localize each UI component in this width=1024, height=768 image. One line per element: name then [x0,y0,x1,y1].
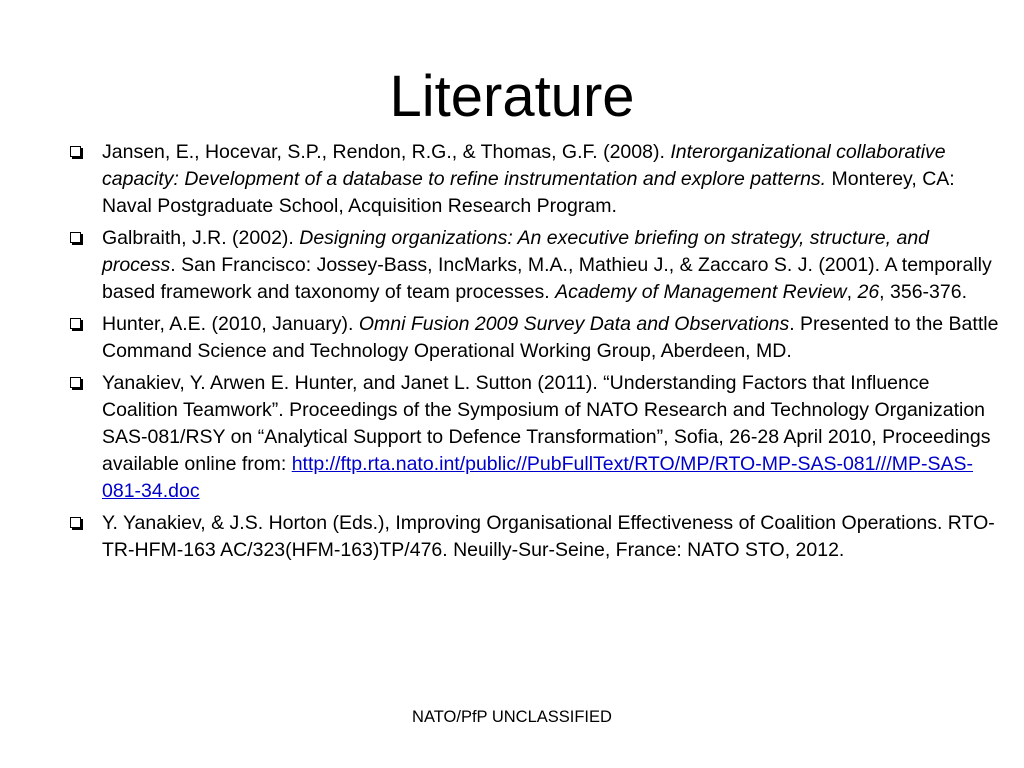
reference-item-yanakiev-2011 [64,370,1004,505]
journal-volume: 26 [857,281,880,303]
classification-footer: NATO/PfP UNCLASSIFIED [412,708,612,726]
reference-title: Omni Fusion 2009 Survey Data and Observations [358,313,790,335]
slide-title: Literature [389,64,635,129]
reference-text: Y. Yanakiev, & J.S. Horton (Eds.), Improving Organisational Effectiveness of Coalition Operations. RTO-TR-HFM-163 AC/323(HFM-163)TP/476. Neuilly-Sur-Seine, France: NATO STO, 2012. [102,512,995,561]
reference-item-galbraith [64,225,1004,306]
proceedings-link[interactable]: http://ftp.rta.nato.int/public//PubFullText/RTO/MP/RTO-MP-SAS-081///MP-SAS-081-34.doc [102,453,973,502]
reference-item-jansen [64,139,1004,220]
reference-title: Interorganizational collaborative capacity: Development of a database to refine instrumentation and explore patterns. [102,141,946,190]
reference-item-yanakiev-2012 [64,510,1004,564]
reference-text: Jansen, E., Hocevar, S.P., Rendon, R.G., & Thomas, G.F. (2008). [102,141,671,163]
reference-item-hunter [64,311,1004,365]
reference-text: . San Francisco: Jossey-Bass, IncMarks, M.A., Mathieu J., & Zaccaro S. J. (2001). A temporally based framework and taxonomy of team processes. [102,254,992,303]
checkbox-bullet-icon [70,146,81,157]
reference-list [64,139,1004,569]
reference-text: Hunter, A.E. (2010, January). [102,313,359,335]
checkbox-bullet-icon [70,318,81,329]
reference-text: Monterey, CA: Naval Postgraduate School, Acquisition Research Program. [102,168,955,217]
reference-text: Yanakiev, Y. Arwen E. Hunter, and Janet L. Sutton (2011). “Understanding Factors that Influence Coalition Teamwork”. Proceedings of the Symposium of NATO Research and Technology Organization SAS-081/RSY on “Analytical Support to Defence Transformation”, Sofia, 26-28 April 2010, Proceedings available online from: [102,372,991,475]
reference-title: Designing organizations: An executive briefing on strategy, structure, and process [102,227,930,276]
reference-text: , [846,281,858,303]
reference-text: Galbraith, J.R. (2002). [102,227,300,249]
journal-name: Academy of Management Review [555,281,847,303]
checkbox-bullet-icon [70,232,81,243]
checkbox-bullet-icon [70,517,81,528]
reference-text: , 356-376. [879,281,967,303]
reference-text: . Presented to the Battle Command Science and Technology Operational Working Group, Aberdeen, MD. [102,313,999,362]
checkbox-bullet-icon [70,377,81,388]
